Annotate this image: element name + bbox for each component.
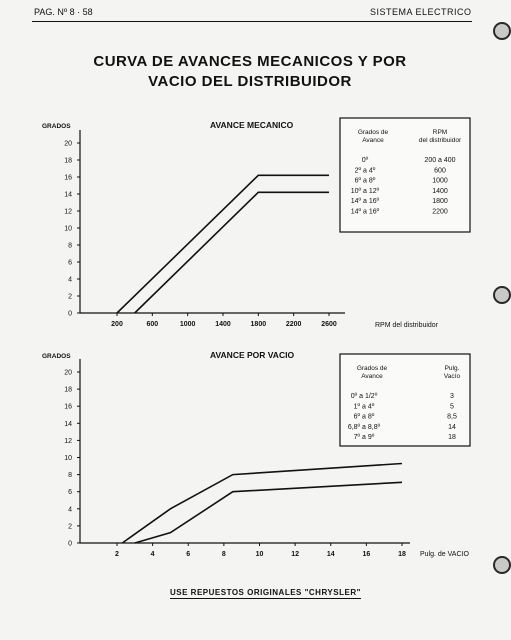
vacuum-legend-row-value: 18 [448,434,456,442]
vacuum-series-line-1 [122,464,402,544]
mechanical-x-tick-label: 2200 [285,321,302,328]
vacuum-x-tick-label: 14 [326,551,335,558]
mechanical-legend-header-a: Grados de [357,129,389,136]
vacuum-legend-row-degrees: 0º a 1/2º [350,393,378,400]
vacuum-y-tick-label: 12 [64,437,72,445]
mechanical-series-line-2 [135,192,329,313]
mechanical-legend-row-degrees: 14º a 16º [350,198,380,206]
mechanical-legend-row-value: 2200 [432,208,448,216]
mechanical-y-tick-label: 18 [64,157,72,165]
mechanical-legend-row-value: 1000 [432,177,448,185]
mechanical-legend-header-a: Avance [362,137,384,144]
page-number: PAG. Nº 8 · 58 [34,7,93,17]
mechanical-x-tick-label: 1400 [215,321,231,328]
mechanical-legend-row-value: 1400 [432,187,448,195]
mechanical-y-tick-label: 10 [64,225,72,233]
page-title-line-2: VACIO DEL DISTRIBUIDOR [148,73,352,90]
vacuum-x-tick-label: 8 [221,551,226,558]
punch-hole-icon [493,286,511,304]
mechanical-y-tick-label: 8 [68,242,72,250]
vacuum-series-line-2 [135,482,402,543]
mechanical-legend-row-value: 600 [434,167,446,175]
mechanical-x-tick-label: 1800 [250,321,267,328]
vacuum-y-tick-label: 4 [68,506,72,514]
mechanical-y-tick-label: 2 [68,293,72,301]
vacuum-legend-header-a: Avance [361,373,383,380]
vacuum-legend-row-value: 8,5 [447,413,457,421]
mechanical-y-tick-label: 16 [64,174,72,182]
mechanical-legend-row-degrees: 0º [361,157,369,164]
vacuum-legend-row-value: 14 [448,423,456,431]
vacuum-y-tick-label: 8 [68,472,72,480]
vacuum-x-axis-label: Pulg. de VACIO [420,551,469,558]
vacuum-chart-title: AVANCE POR VACIO [210,350,295,360]
vacuum-legend-row-degrees: 1º a 4º [353,403,375,411]
mechanical-chart-title: AVANCE MECANICO [210,120,294,130]
vacuum-y-axis-label: GRADOS [42,353,71,360]
vacuum-legend-row-degrees: 6º a 8º [353,413,375,421]
vacuum-y-tick-label: 16 [64,403,72,411]
punch-hole-icon [493,556,511,574]
mechanical-legend-row-value: 200 a 400 [424,157,456,164]
mechanical-y-tick-label: 12 [64,208,72,216]
vacuum-y-tick-label: 18 [64,386,72,394]
vacuum-legend-header-b: Vacío [443,373,461,380]
vacuum-legend-row-degrees: 7º a 9º [353,434,375,442]
mechanical-x-axis-label: RPM del distribuidor [375,322,439,329]
mechanical-legend-row-value: 1800 [432,198,448,206]
vacuum-y-tick-label: 10 [64,455,72,462]
vacuum-legend-row-value: 5 [450,403,454,411]
vacuum-y-tick-label: 20 [64,369,72,377]
vacuum-y-tick-label: 14 [64,420,72,428]
mechanical-y-tick-label: 20 [64,140,72,148]
mechanical-y-tick-label: 4 [68,276,72,284]
mechanical-y-tick-label: 0 [68,310,72,318]
page-title-line-1: CURVA DE AVANCES MECANICOS Y POR [93,53,407,70]
mechanical-y-axis-label: GRADOS [42,123,71,130]
mechanical-x-tick-label: 600 [146,321,159,328]
vacuum-legend-row-value: 3 [450,393,454,400]
section-title: SISTEMA ELECTRICO [370,7,472,17]
mechanical-legend-row-degrees: 10º a 12º [350,187,380,195]
vacuum-y-tick-label: 2 [68,523,72,531]
footer-note: USE REPUESTOS ORIGINALES "CHRYSLER" [170,588,361,597]
mechanical-y-tick-label: 14 [64,191,72,199]
mechanical-legend-row-degrees: 6º a 8º [354,177,376,185]
punch-hole-icon [493,22,511,40]
vacuum-legend-header-b: Pulg. [444,365,460,372]
vacuum-x-tick-label: 10 [255,551,264,558]
vacuum-y-tick-label: 0 [68,540,72,548]
mechanical-legend-header-b: del distribuidor [418,137,462,144]
mechanical-x-tick-label: 1000 [179,321,196,328]
mechanical-y-tick-label: 6 [68,259,72,267]
mechanical-legend-header-b: RPM [432,129,448,136]
mechanical-legend-row-degrees: 14º a 16º [350,208,380,216]
vacuum-x-tick-label: 6 [186,551,191,558]
vacuum-x-tick-label: 18 [398,551,406,558]
vacuum-legend-header-a: Grados de [356,365,388,372]
vacuum-x-tick-label: 2 [115,551,119,558]
mechanical-x-tick-label: 200 [111,321,123,328]
mechanical-series-line-1 [117,175,329,313]
vacuum-x-tick-label: 12 [291,551,300,558]
mechanical-x-tick-label: 2600 [321,321,337,328]
vacuum-x-tick-label: 16 [362,551,371,558]
vacuum-y-tick-label: 6 [68,489,72,497]
vacuum-legend-row-degrees: 6,8º a 8,8º [347,423,381,431]
mechanical-legend-row-degrees: 2º a 4º [354,167,376,175]
vacuum-x-tick-label: 4 [150,551,155,558]
